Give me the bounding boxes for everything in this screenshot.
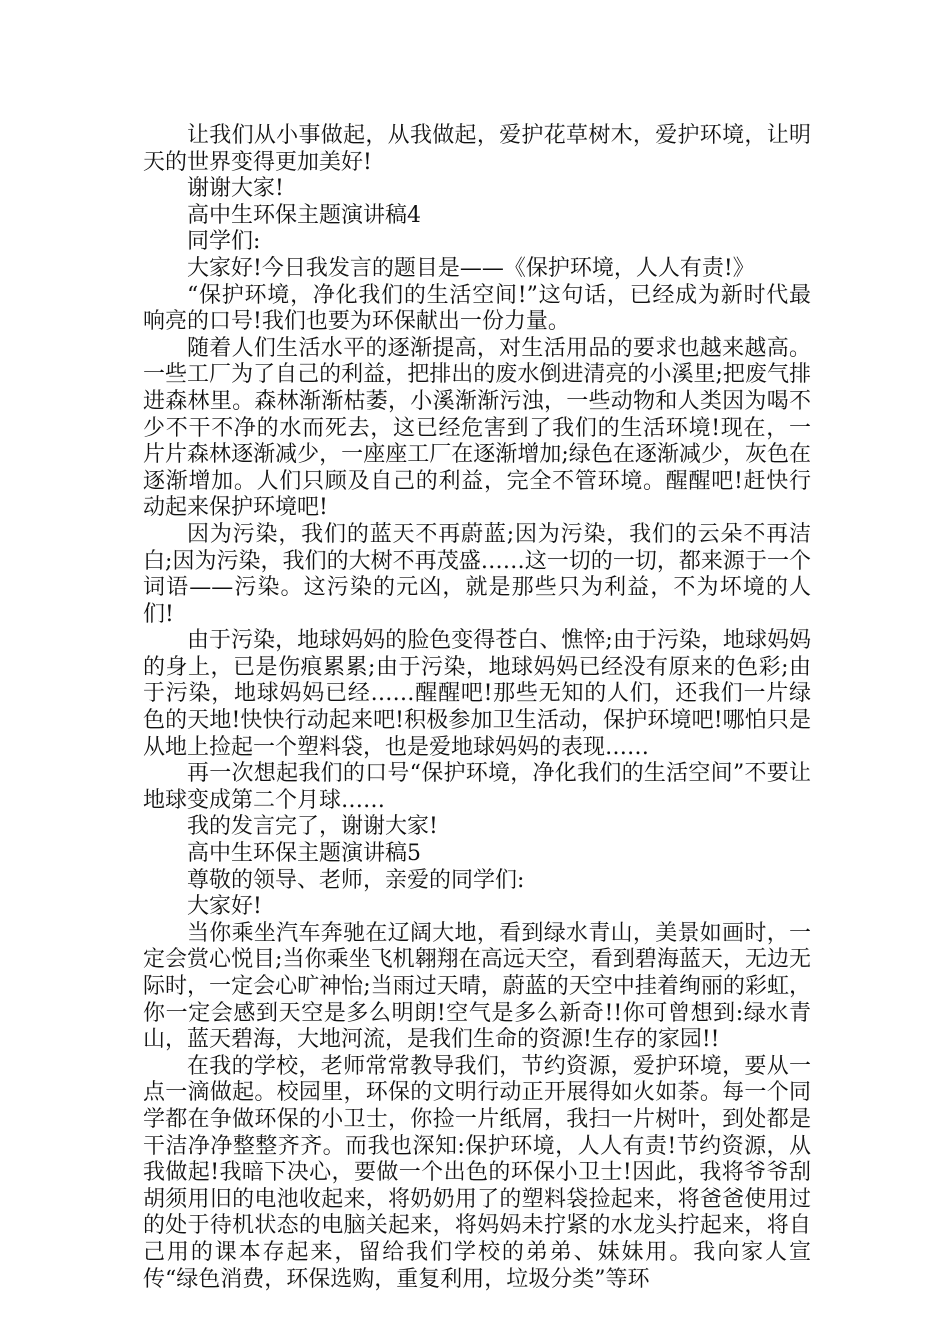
paragraph-thanks: 谢谢大家! xyxy=(187,176,284,202)
paragraph-closing-line: 让我们从小事做起，从我做起，爱护花草树木，爱护环境，让明天的世界变得更加美好! xyxy=(143,123,811,175)
speech-5-greeting: 大家好! xyxy=(187,894,262,920)
speech-4-paragraph-motto: 再一次想起我们的口号“保护环境，净化我们的生活空间”不要让地球变成第二个月球…… xyxy=(143,761,811,813)
speech-5-salutation: 尊敬的领导、老师，亲爱的同学们: xyxy=(187,867,525,893)
speech-5-paragraph-scenery: 当你乘坐汽车奔驰在辽阔大地，看到绿水青山，美景如画时，一定会赏心悦目;当你乘坐飞机翱翔在高远天空，看到碧海蓝天，无边无际时，一定会心旷神怡;当雨过天晴，蔚蓝的天空中挂着绚丽的彩虹，你一定会感到天空是多么明朗!空气是多么新奇!!你可曾想到:绿水青山，蓝天碧海，大地河流，是我们生命的资源!生存的家园!! xyxy=(143,920,811,1053)
speech-4-paragraph-pollution: 因为污染，我们的蓝天不再蔚蓝;因为污染，我们的云朵不再洁白;因为污染，我们的大树不再茂盛……这一切的一切，都来源于一个词语——污染。这污染的元凶，就是那些只为利益，不为坏境的人们! xyxy=(143,521,811,627)
speech-4-title: 高中生环保主题演讲稿4 xyxy=(187,202,421,228)
speech-4-paragraph-factories: 随着人们生活水平的逐渐提高，对生活用品的要求也越来越高。一些工厂为了自己的利益，把排出的废水倒进清亮的小溪里;把废气排进森林里。森林渐渐枯萎，小溪渐渐污浊，一些动物和人类因为喝不少不干不净的水而死去，这已经危害到了我们的生活环境!现在，一片片森林逐渐减少，一座座工厂在逐渐增加;绿色在逐渐减少，灰色在逐渐增加。人们只顾及自己的利益，完全不管环境。醒醒吧!赶快行动起来保护环境吧! xyxy=(143,335,811,521)
speech-4-paragraph-earth: 由于污染，地球妈妈的脸色变得苍白、憔悴;由于污染，地球妈妈的身上，已是伤痕累累;由于污染，地球妈妈已经没有原来的色彩;由于污染，地球妈妈已经……醒醒吧!那些无知的人们，还我们一片绿色的天地!快快行动起来吧!积极参加卫生活动，保护环境吧!哪怕只是从地上捡起一个塑料袋，也是爱地球妈妈的表现…… xyxy=(143,628,811,760)
speech-4-salutation: 同学们: xyxy=(187,229,261,255)
speech-4-ending: 我的发言完了，谢谢大家! xyxy=(187,814,438,840)
speech-5-paragraph-school: 在我的学校，老师常常教导我们，节约资源，爱护环境，要从一点一滴做起。校园里，环保的文明行动正开展得如火如荼。每一个同学都在争做环保的小卫士，你捡一片纸屑，我扫一片树叶，到处都是干洁净净整整齐齐。而我也深知:保护环境，人人有责!节约资源，从我做起!我暗下决心，要做一个出色的环保小卫士!因此，我将爷爷刮胡须用旧的电池收起来，将奶奶用了的塑料袋捡起来，将爸爸使用过的处于待机状态的电脑关起来，将妈妈未拧紧的水龙头拧起来，将自己用的课本存起来，留给我们学校的弟弟、妹妹用。我向家人宣传“绿色消费，环保选购，重复利用，垃圾分类”等环 xyxy=(143,1053,811,1292)
speech-4-paragraph-slogan: “保护环境，净化我们的生活空间!”这句话，已经成为新时代最响亮的口号!我们也要为环保献出一份力量。 xyxy=(143,282,811,335)
speech-5-title: 高中生环保主题演讲稿5 xyxy=(187,841,421,867)
speech-4-greeting: 大家好!今日我发言的题目是——《保护环境，人人有责!》 xyxy=(187,255,755,281)
document-page xyxy=(143,123,811,1293)
